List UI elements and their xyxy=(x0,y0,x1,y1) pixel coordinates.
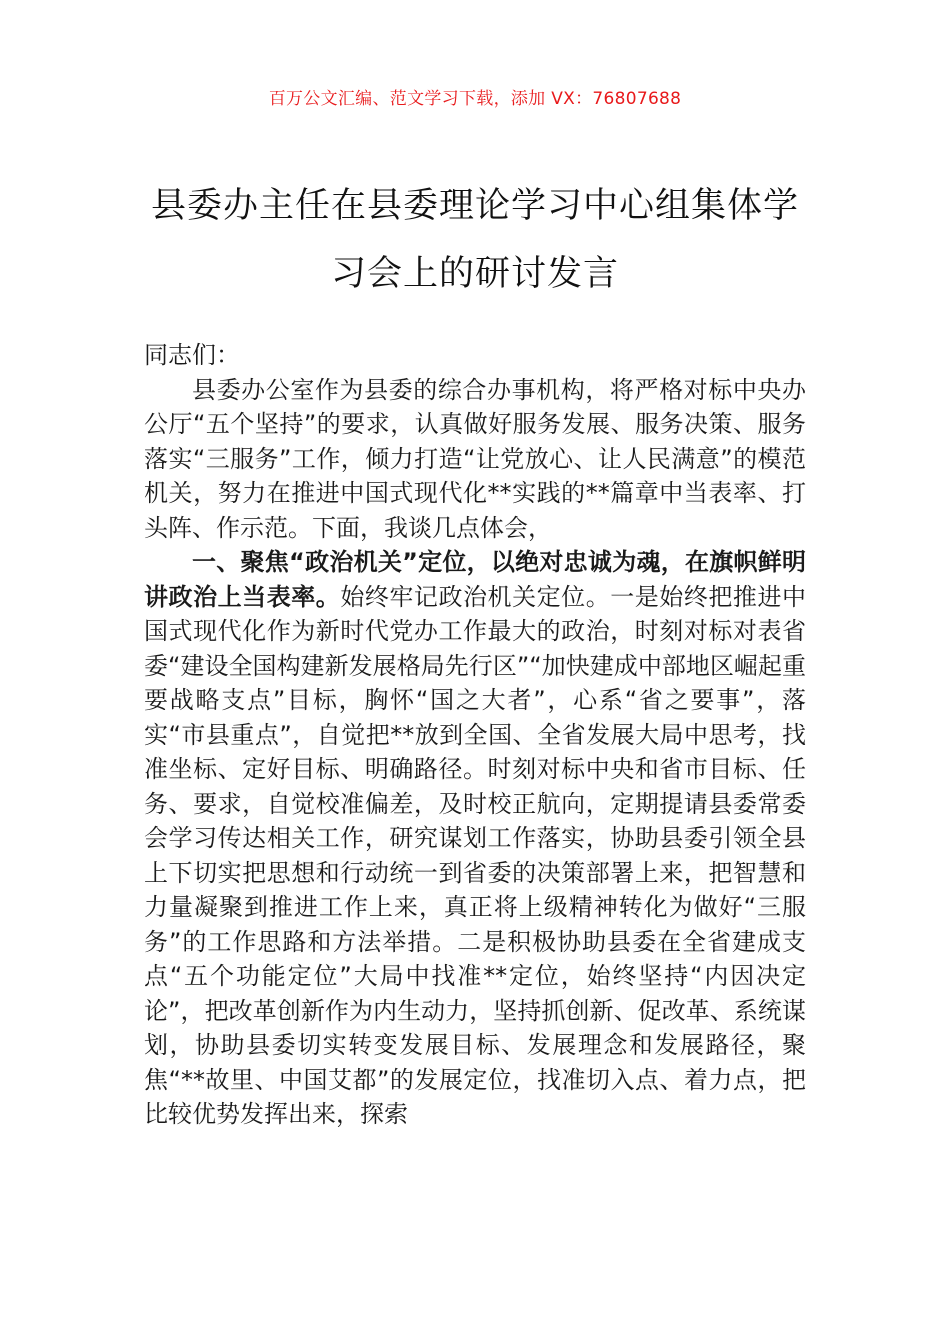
section-1-body: 始终牢记政治机关定位。一是始终把推进中国式现代化作为新时代党办工作最大的政治，时刻对标对表省委“建设全国构建新发展格局先行区”“加快建成中部地区崛起重要战略支点”目标，胸怀“国之大者”，心系“省之要事”，落实“市县重点”，自觉把**放到全国、全省发展大局中思考，找准坐标、定好目标、明确路径。时刻对标中央和省市目标、任务、要求，自觉校准偏差，及时校正航向，定期提请县委常委会学习传达相关工作，研究谋划工作落实，协助县委引领全县上下切实把思想和行动统一到省委的决策部署上来，把智慧和力量凝聚到推进工作上来，真正将上级精神转化为做好“三服务”的工作思路和方法举措。二是积极协助县委在全省建成支点“五个功能定位”大局中找准**定位，始终坚持“内因决定论”，把改革创新作为内生动力，坚持抓创新、促改革、系统谋划，协助县委切实转变发展目标、发展理念和发展路径，聚焦“**故里、中国艾都”的发展定位，找准切入点、着力点，把比较优势发挥出来，探索 xyxy=(144,582,807,1128)
document-body xyxy=(144,338,806,1132)
intro-paragraph: 县委办公室作为县委的综合办事机构，将严格对标中央办公厅“五个坚持”的要求，认真做好服务发展、服务决策、服务落实“三服务”工作，倾力打造“让党放心、让人民满意”的模范机关，努力在推进中国式现代化**实践的**篇章中当表率、打头阵、作示范。下面，我谈几点体会， xyxy=(144,375,806,542)
document-title: 县委办主任在县委理论学习中心组集体学习会上的研讨发言 xyxy=(150,186,799,294)
section-1-heading: 一、聚焦“政治机关”定位，以绝对忠诚为魂，在旗帜鲜明讲政治上当表率。 xyxy=(144,548,806,611)
header-watermark-note: 百万公文汇编、范文学习下载，添加 VX：76807688 xyxy=(268,89,682,109)
section-1-paragraph xyxy=(144,545,806,1132)
salutation: 同志们： xyxy=(144,341,240,369)
